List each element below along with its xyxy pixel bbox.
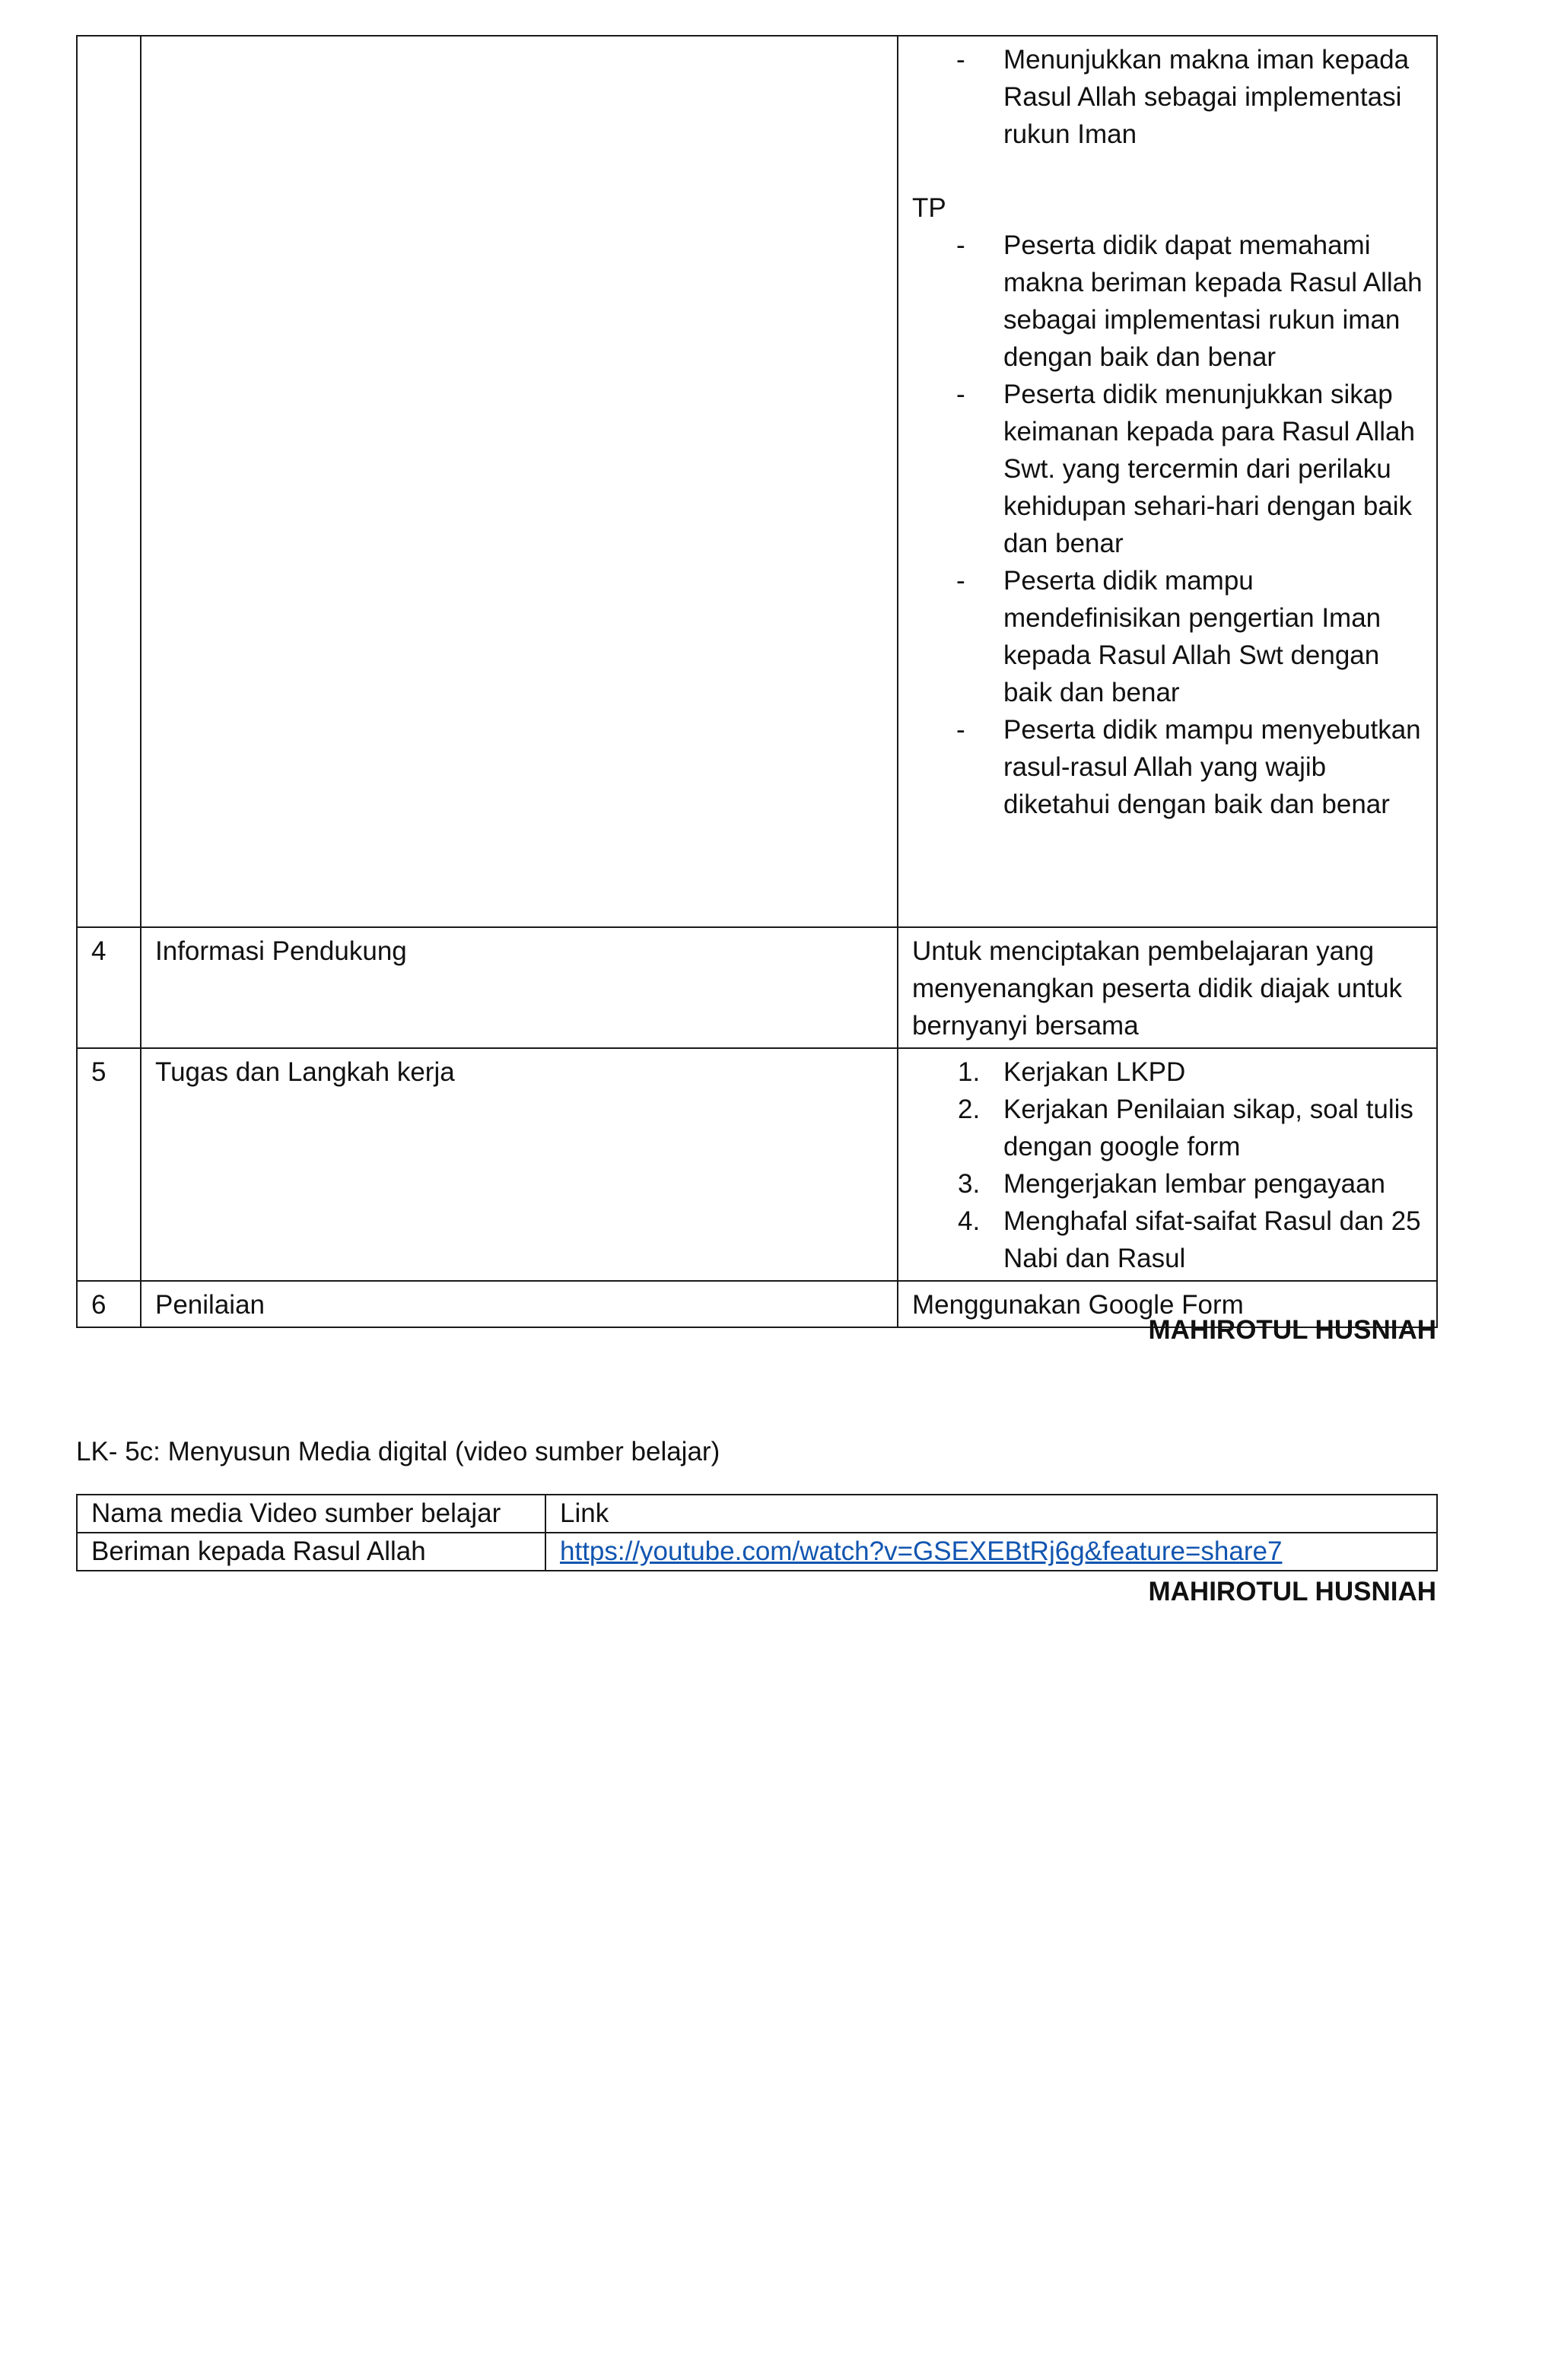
list-item: - Peserta didik dapat memahami makna beriman kepada Rasul Allah sebagai implementasi rukun iman dengan baik dan benar <box>956 230 1423 372</box>
row-label-cell <box>141 36 898 927</box>
row-number: 4 <box>77 927 141 1048</box>
tp-label: TP <box>912 193 946 223</box>
list-item: - Menunjukkan makna iman kepada Rasul Allah sebagai implementasi rukun Iman <box>956 45 1410 149</box>
media-name: Beriman kepada Rasul Allah <box>77 1533 545 1571</box>
list-item: 3. Mengerjakan lembar pengayaan <box>958 1169 1385 1199</box>
table-row <box>77 1048 1437 1281</box>
row-value: Untuk menciptakan pembelajaran yang menyenangkan peserta didik diajak untuk bernyanyi bersama <box>898 927 1437 1048</box>
table-row <box>77 927 1437 1048</box>
list-item: - Peserta didik mampu mendefinisikan pengertian Iman kepada Rasul Allah Swt dengan baik dan benar <box>956 566 1382 707</box>
list-item: 4. Menghafal sifat-saifat Rasul dan 25 Nabi dan Rasul <box>958 1206 1421 1273</box>
row-number: 6 <box>77 1281 141 1327</box>
lesson-plan-table <box>76 35 1438 1328</box>
table-row <box>77 1533 1437 1571</box>
tp-list <box>912 227 1423 823</box>
row-label: Penilaian <box>141 1281 898 1327</box>
list-item: 1. Kerjakan LKPD <box>958 1057 1186 1087</box>
column-header: Nama media Video sumber belajar <box>77 1495 545 1533</box>
steps-list <box>912 1053 1423 1277</box>
signature: MAHIROTUL HUSNIAH <box>1148 1577 1436 1606</box>
table-row <box>77 36 1437 927</box>
section-heading: LK- 5c: Menyusun Media digital (video sumber belajar) <box>76 1437 720 1466</box>
row-label: Informasi Pendukung <box>141 927 898 1048</box>
list-item: - Peserta didik mampu menyebutkan rasul-rasul Allah yang wajib diketahui dengan baik dan benar <box>956 715 1421 819</box>
signature: MAHIROTUL HUSNIAH <box>1148 1315 1436 1345</box>
media-table <box>76 1494 1438 1571</box>
row-label: Tugas dan Langkah kerja <box>141 1048 898 1281</box>
row-content-cell <box>898 36 1437 927</box>
intro-list <box>912 41 1423 153</box>
list-item: - Peserta didik menunjukkan sikap keimanan kepada para Rasul Allah Swt. yang tercermin dari perilaku kehidupan sehari-hari dengan baik dan benar <box>956 380 1415 558</box>
row-value <box>898 1048 1437 1281</box>
table-header-row <box>77 1495 1437 1533</box>
video-link[interactable]: https://youtube.com/watch?v=GSEXEBtRj6g&feature=share7 <box>560 1536 1283 1566</box>
row-number: 5 <box>77 1048 141 1281</box>
row-number-cell <box>77 36 141 927</box>
row-value: Menggunakan Google Form <box>898 1281 1437 1327</box>
list-item: 2. Kerjakan Penilaian sikap, soal tulis dengan google form <box>958 1095 1413 1161</box>
column-header: Link <box>545 1495 1437 1533</box>
